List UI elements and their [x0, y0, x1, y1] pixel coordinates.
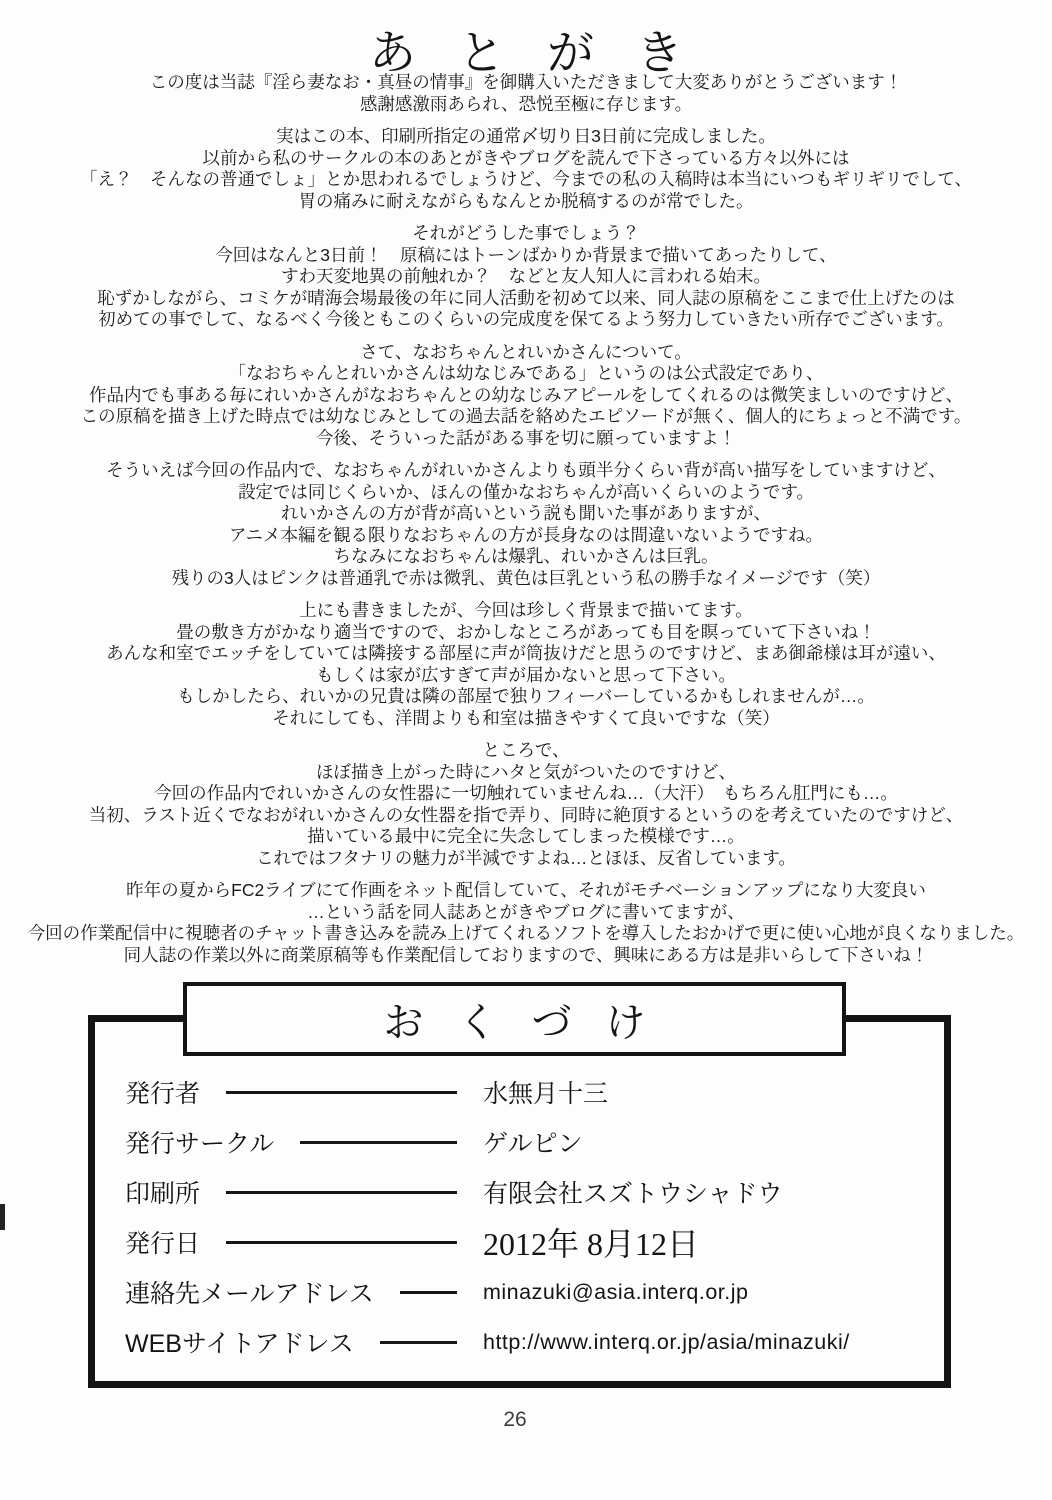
afterword-line: …という話を同人誌あとがきやブログに書いてますが、 [307, 901, 745, 922]
afterword-body [14, 72, 1038, 977]
afterword-line: それがどうした事でしょう？ [412, 223, 640, 243]
colophon-rule-line [226, 1191, 457, 1194]
afterword-line: 実はこの本、印刷所指定の通常〆切り日3日前に完成しました。 [276, 126, 776, 146]
afterword-line: 作品内でも事ある毎にれいかさんがなおちゃんとの幼なじみアピールをしてくれるのは微笑ましいのですけど、 [89, 384, 963, 405]
colophon-rule-line [300, 1141, 457, 1144]
colophon-row-left [125, 1074, 483, 1110]
colophon-row [125, 1117, 924, 1167]
page-number: 26 [503, 1408, 527, 1431]
colophon-row-left [125, 1224, 483, 1260]
colophon-row [125, 1267, 924, 1317]
afterword-line: 当初、ラスト近くでなおがれいかさんの女性器を指で弄り、同時に絶頂するというのを考えていたのですけど、 [88, 804, 964, 825]
afterword-paragraph [14, 740, 1038, 869]
afterword-line: この度は当誌『淫ら妻なお・真昼の情事』を御購入いただきまして大変ありがとうございます！ [149, 72, 903, 92]
colophon-rows [125, 1067, 924, 1367]
afterword-line: 今回の作品内でれいかさんの女性器に一切触れていませんね…（大汗） もちろん肛門にも…。 [154, 783, 898, 803]
colophon-row-left [125, 1324, 483, 1360]
colophon-rule-line [380, 1341, 457, 1344]
colophon-rule-line [226, 1241, 457, 1244]
afterword-line: 今後、そういった話がある事を切に願っていますよ！ [316, 427, 736, 448]
colophon-row [125, 1217, 924, 1267]
afterword-line: すわ天変地異の前触れか？ などと友人知人に言われる始末。 [281, 266, 771, 286]
afterword-line: これではフタナリの魅力が半減ですよね…とほほ、反省しています。 [256, 847, 796, 868]
afterword-line: 感謝感激雨あられ、恐悦至極に存じます。 [359, 93, 693, 114]
afterword-line: ところで、 [482, 740, 570, 760]
afterword-paragraph [14, 72, 1038, 115]
colophon-value: 2012年 8月12日 [483, 1226, 700, 1262]
colophon-label: WEBサイトアドレス [125, 1330, 354, 1358]
afterword-line: れいかさんの方が背が高いという説も聞いた事がありますが、 [281, 503, 771, 523]
afterword-line: もしくは家が広すぎて声が届かないと思って下さい。 [316, 664, 736, 685]
colophon-label: 発行日 [125, 1230, 201, 1258]
afterword-line: 残りの3人はピンクは普通乳で赤は微乳、黄色は巨乳という私の勝手なイメージです（笑） [171, 567, 881, 588]
colophon-value: http://www.interq.or.jp/asia/minazuki/ [483, 1329, 850, 1354]
afterword-line: そういえば今回の作品内で、なおちゃんがれいかさんよりも頭半分くらい背が高い描写をしていますけど、 [106, 460, 946, 480]
colophon-rule-line [226, 1091, 457, 1094]
colophon-label: 発行サークル [125, 1130, 275, 1158]
colophon-rule-line [400, 1291, 457, 1294]
afterword-line: 「なおちゃんとれいかさんは幼なじみである」というのは公式設定であり、 [228, 363, 824, 383]
colophon-row [125, 1067, 924, 1117]
afterword-line: 今回の作業配信中に視聴者のチャット書き込みを読み上げてくれるソフトを導入したおかげで更に使い心地が良くなりました。 [27, 923, 1025, 943]
afterword-line: 描いている最中に完全に失念してしまった模様です…。 [307, 826, 745, 846]
afterword-line: もしかしたら、れいかの兄貴は隣の部屋で独りフィーバーしているかもしれませんが…。 [177, 686, 875, 706]
afterword-line: ほぼ描き上がった時にハタと気がついたのですけど、 [316, 761, 736, 782]
afterword-line: 以前から私のサークルの本のあとがきやブログを読んで下さっている方々以外には [202, 147, 850, 168]
afterword-line: 胃の痛みに耐えながらもなんとか脱稿するのが常でした。 [298, 190, 754, 211]
colophon-value: 水無月十三 [483, 1080, 609, 1108]
afterword-line: さて、なおちゃんとれいかさんについて。 [360, 341, 692, 362]
colophon-box [88, 1015, 951, 1388]
colophon-label: 発行者 [125, 1080, 201, 1108]
colophon [0, 982, 1052, 1402]
afterword-line: 設定では同じくらいか、ほんの僅かなおちゃんが高いくらいのようです。 [237, 481, 815, 502]
afterword-line: 昨年の夏からFC2ライブにて作画をネット配信していて、それがモチベーションアップになり大変良い [126, 880, 926, 900]
afterword-paragraph [14, 126, 1038, 212]
colophon-value: minazuki@asia.interq.or.jp [483, 1279, 749, 1304]
afterword-paragraph [14, 223, 1038, 331]
colophon-value: 有限会社スズトウシャドウ [483, 1180, 783, 1208]
afterword-line: 今回はなんと3日前！ 原稿にはトーンばかりか背景まで描いてあったりして、 [215, 244, 837, 265]
afterword-line: ちなみになおちゃんは爆乳、れいかさんは巨乳。 [333, 546, 719, 566]
colophon-row [125, 1317, 924, 1367]
colophon-title: おくづけ [383, 999, 680, 1045]
afterword-line: 同人誌の作業以外に商業原稿等も作業配信しておりますので、興味にある方は是非いらして下さいね！ [123, 944, 929, 965]
afterword-paragraph [14, 342, 1038, 450]
afterword-line: 初めての事でして、なるべく今後ともこのくらいの完成度を保てるよう努力していきたい所存でございます。 [98, 309, 954, 329]
colophon-row-left [125, 1274, 483, 1310]
colophon-row-left [125, 1124, 483, 1160]
scan-edge-artifact [0, 1204, 5, 1230]
afterword-line: 畳の敷き方がかなり適当ですので、おかしなところがあっても目を瞑っていて下さいね！ [176, 621, 876, 642]
afterword-line: 「え？ そんなの普通でしょ」とか思われるでしょうけど、今までの私の入稿時は本当にいつもギリギリでして、 [80, 169, 972, 189]
colophon-label: 連絡先メールアドレス [125, 1280, 374, 1308]
page-title: あとがき [369, 28, 725, 80]
afterword-line: それにしても、洋間よりも和室は描きやすくて良いですな（笑） [272, 707, 780, 728]
colophon-row [125, 1167, 924, 1217]
afterword-line: アニメ本編を観る限りなおちゃんの方が長身なのは間違いないようですね。 [228, 524, 824, 545]
afterword-line: 恥ずかしながら、コミケが晴海会場最後の年に同人活動を初めて以来、同人誌の原稿をここまで仕上げたのは [97, 287, 955, 308]
colophon-row-left [125, 1174, 483, 1210]
afterword-paragraph [14, 460, 1038, 589]
colophon-value: ゲルピン [483, 1130, 583, 1158]
afterword-paragraph [14, 880, 1038, 966]
afterword-line: 上にも書きましたが、今回は珍しく背景まで描いてます。 [299, 600, 753, 620]
colophon-label: 印刷所 [125, 1180, 201, 1208]
afterword-line: この原稿を描き上げた時点では幼なじみとしての過去話を絡めたエピソードが無く、個人的にちょっと不満です。 [80, 406, 972, 426]
afterword-line: あんな和室でエッチをしていては隣接する部屋に声が筒抜けだと思うのですけど、まあ御爺様は耳が遠い、 [106, 643, 946, 663]
colophon-title-box [183, 982, 846, 1056]
afterword-paragraph [14, 600, 1038, 729]
